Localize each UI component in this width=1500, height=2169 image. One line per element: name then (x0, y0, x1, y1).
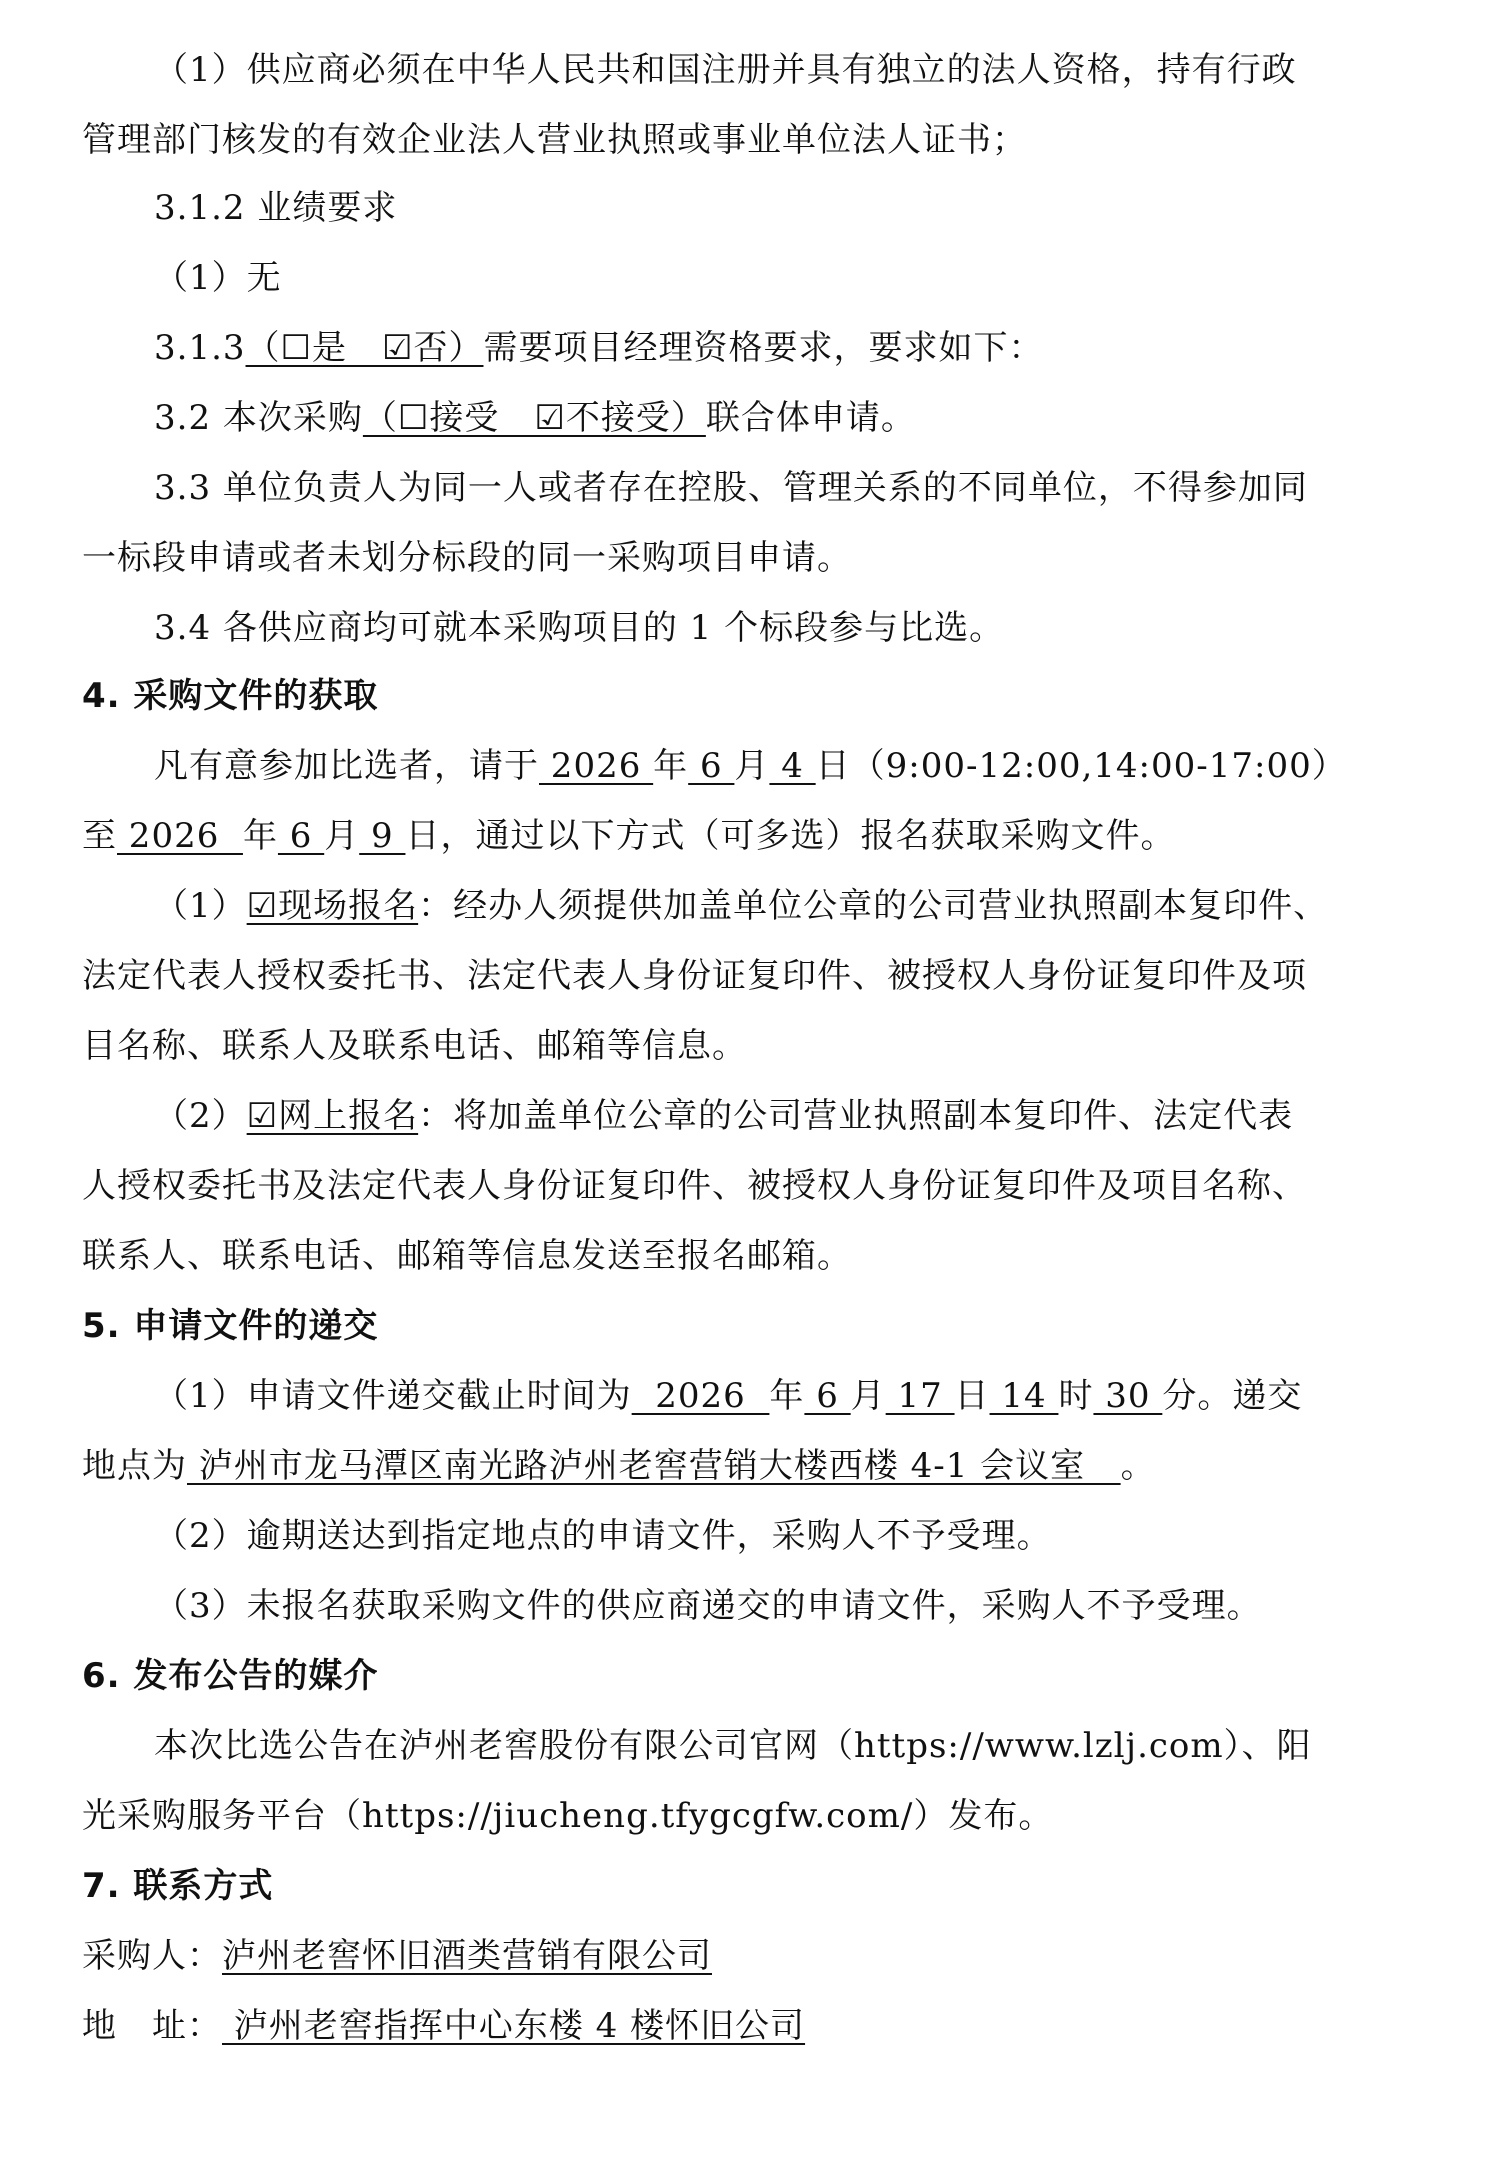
clause-text: ：将加盖单位公章的公司营业执照副本复印件、法定代表 (418, 1096, 1294, 1136)
unit-text: 年 (653, 746, 689, 786)
purchaser-name: 泸州老窖怀旧酒类营销有限公司 (222, 1936, 712, 1976)
clause-text: （1）申请文件递交截止时间为 (154, 1376, 632, 1416)
clause-text: 分。递交 (1162, 1376, 1303, 1416)
unit-text: 月 (734, 746, 770, 786)
paragraph-line (154, 326, 1500, 370)
paragraph-line: （3）未报名获取采购文件的供应商递交的申请文件，采购人不予受理。 (154, 1586, 1262, 1626)
section-heading: 4. 采购文件的获取 (82, 676, 379, 716)
deadline-day: 17 (885, 1376, 955, 1416)
date-month: 6 (277, 816, 325, 856)
contact-address (82, 2004, 1442, 2048)
section-heading: 6. 发布公告的媒介 (82, 1656, 379, 1696)
deadline-minute: 30 (1093, 1376, 1163, 1416)
paragraph-line: 本次比选公告在泸州老窖股份有限公司官网（https://www.lzlj.com）、阳 (154, 1726, 1312, 1766)
onsite-registration-option: ☑现场报名 (246, 886, 419, 926)
date-day: 9 (359, 816, 406, 856)
paragraph-line: （2）逾期送达到指定地点的申请文件，采购人不予受理。 (154, 1516, 1052, 1556)
date-day: 4 (769, 746, 816, 786)
subsection-heading: 3.1.2 业绩要求 (154, 188, 398, 228)
paragraph-line: 管理部门核发的有效企业法人营业执照或事业单位法人证书； (82, 120, 1027, 160)
submission-location: 泸州市龙马潭区南光路泸州老窖营销大楼西楼 4-1 会议室 (187, 1446, 1121, 1486)
paragraph-line: 人授权委托书及法定代表人身份证复印件、被授权人身份证复印件及项目名称、 (82, 1166, 1307, 1206)
paragraph-line: 目名称、联系人及联系电话、邮箱等信息。 (82, 1026, 747, 1066)
paragraph-line (154, 884, 1500, 928)
clause-text: 凡有意参加比选者，请于 (154, 746, 539, 786)
checkbox-option-group: （☐是 ☑否） (245, 328, 484, 368)
checkbox-option-group: （☐接受 ☑不接受） (362, 398, 706, 438)
unit-text: 时 (1058, 1376, 1094, 1416)
deadline-hour: 14 (989, 1376, 1059, 1416)
contact-purchaser (82, 1934, 1442, 1978)
paragraph-line: 联系人、联系电话、邮箱等信息发送至报名邮箱。 (82, 1236, 852, 1276)
date-year: 2026 (539, 746, 654, 786)
clause-text: 需要项目经理资格要求，要求如下： (483, 328, 1044, 368)
deadline-month: 6 (804, 1376, 851, 1416)
unit-text: 年 (242, 816, 278, 856)
item-number: （2） (154, 1096, 247, 1136)
paragraph-line (154, 396, 1500, 440)
clause-text: 联合体申请。 (705, 398, 916, 438)
clause-text: 至 (82, 816, 117, 856)
item-number: （1） (154, 886, 247, 926)
date-month: 6 (688, 746, 735, 786)
unit-text: 月 (850, 1376, 886, 1416)
paragraph-line: （1）供应商必须在中华人民共和国注册并具有独立的法人资格，持有行政 (154, 50, 1297, 90)
field-label: 地 址： (82, 2006, 222, 2046)
field-label: 采购人： (82, 1936, 222, 1976)
section-heading: 5. 申请文件的递交 (82, 1306, 379, 1346)
clause-number: 3.1.3 (154, 328, 246, 368)
clause-text: 。 (1120, 1446, 1156, 1486)
clause-text: 日（9:00-12:00,14:00-17:00） (815, 746, 1347, 786)
unit-text: 年 (769, 1376, 805, 1416)
paragraph-line: （1）无 (154, 258, 282, 298)
unit-text: 日 (954, 1376, 990, 1416)
date-year: 2026 (117, 816, 243, 856)
paragraph-line (154, 1094, 1500, 1138)
paragraph-line (82, 1444, 1442, 1488)
clause-text: 地点为 (82, 1446, 187, 1486)
paragraph-line (154, 1374, 1500, 1418)
paragraph-line: 法定代表人授权委托书、法定代表人身份证复印件、被授权人身份证复印件及项 (82, 956, 1307, 996)
paragraph-line (82, 814, 1442, 858)
clause-text: 日，通过以下方式（可多选）报名获取采购文件。 (405, 816, 1176, 856)
address-value: 泸州老窖指挥中心东楼 4 楼怀旧公司 (222, 2006, 806, 2046)
paragraph-line (154, 744, 1500, 788)
clause-text: ：经办人须提供加盖单位公章的公司营业执照副本复印件、 (418, 886, 1329, 926)
paragraph-line: 3.3 单位负责人为同一人或者存在控股、管理关系的不同单位，不得参加同 (154, 468, 1308, 508)
paragraph-line: 光采购服务平台（https://jiucheng.tfygcgfw.com/）发布。 (82, 1796, 1054, 1836)
unit-text: 月 (324, 816, 360, 856)
deadline-year: 2026 (631, 1376, 770, 1416)
clause-text: 3.2 本次采购 (154, 398, 363, 438)
online-registration-option: ☑网上报名 (246, 1096, 419, 1136)
section-heading: 7. 联系方式 (82, 1866, 274, 1906)
paragraph-line: 一标段申请或者未划分标段的同一采购项目申请。 (82, 538, 852, 578)
paragraph-line: 3.4 各供应商均可就本采购项目的 1 个标段参与比选。 (154, 608, 1005, 648)
